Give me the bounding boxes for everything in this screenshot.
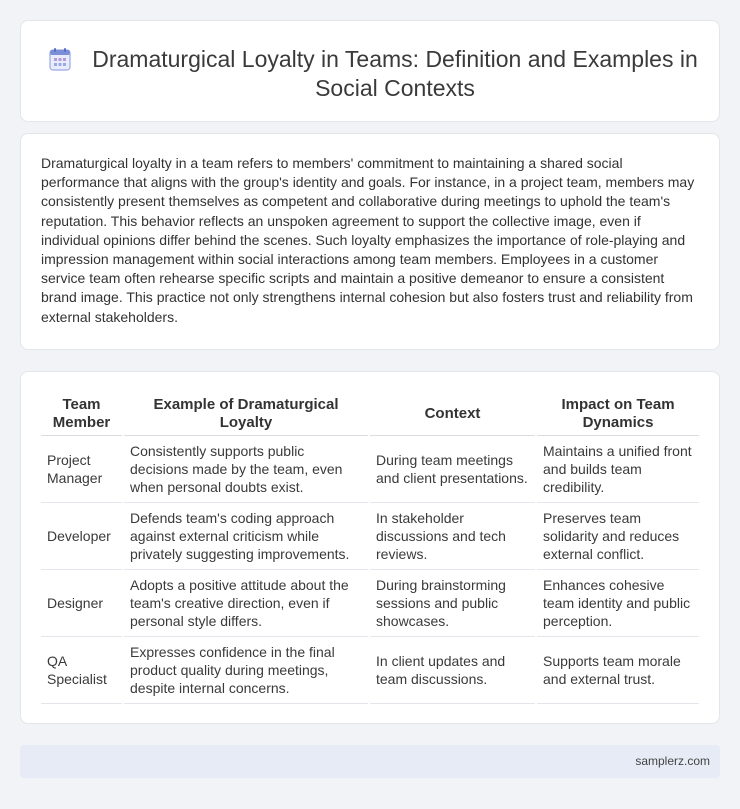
cell-context: During team meetings and client presentations. [369,436,536,503]
intro-paragraph: Dramaturgical loyalty in a team refers to members' commitment to maintaining a shared social performance that aligns with the group's identity and goals. For instance, in a project team, members may consistently present themselves as competent and collaborative during meetings to uphold the team's reputation. This behavior reflects an unspoken agreement to support the collective image, even if individual opinions differ behind the scenes. Such loyalty emphasizes the importance of role-playing and impression management within social interactions among team members. Employees in a customer service team often rehearse specific scripts and maintain a positive demeanor to ensure a consistent brand image. This practice not only strengthens internal cohesion but also fosters trust and reliability from external stakeholders. [41,155,695,325]
table-row [41,503,699,570]
cell-context: During brainstorming sessions and public showcases. [369,570,536,637]
cell-impact: Enhances cohesive team identity and public perception. [536,570,699,637]
header-example: Example of Dramaturgical Loyalty [123,392,369,436]
header-impact: Impact on Team Dynamics [536,392,699,436]
footer-bar [20,745,720,778]
cell-team-member: Designer [41,570,123,637]
cell-team-member: Project Manager [41,436,123,503]
cell-impact: Maintains a unified front and builds team credibility. [536,436,699,503]
title-card [20,20,720,122]
table-row [41,570,699,637]
header-team-member: Team Member [41,392,123,436]
cell-impact: Preserves team solidarity and reduces external conflict. [536,503,699,570]
cell-example: Consistently supports public decisions made by the team, even when personal doubts exist. [123,436,369,503]
intro-card [20,133,720,350]
table-card [20,371,720,724]
cell-impact: Supports team morale and external trust. [536,637,699,704]
footer-site-link[interactable]: samplerz.com [635,754,710,768]
cell-example: Adopts a positive attitude about the team's creative direction, even if personal style differs. [123,570,369,637]
cell-example: Expresses confidence in the final product quality during meetings, despite internal concerns. [123,637,369,704]
table-row [41,637,699,704]
cell-context: In stakeholder discussions and tech reviews. [369,503,536,570]
table-row [41,436,699,503]
header-context: Context [369,392,536,436]
cell-example: Defends team's coding approach against external criticism while privately suggesting improvements. [123,503,369,570]
cell-team-member: Developer [41,503,123,570]
cell-team-member: QA Specialist [41,637,123,704]
cell-context: In client updates and team discussions. [369,637,536,704]
loyalty-table [41,392,699,704]
page-title: Dramaturgical Loyalty in Teams: Definition and Examples in Social Contexts [92,46,698,101]
table-header-row [41,392,699,436]
